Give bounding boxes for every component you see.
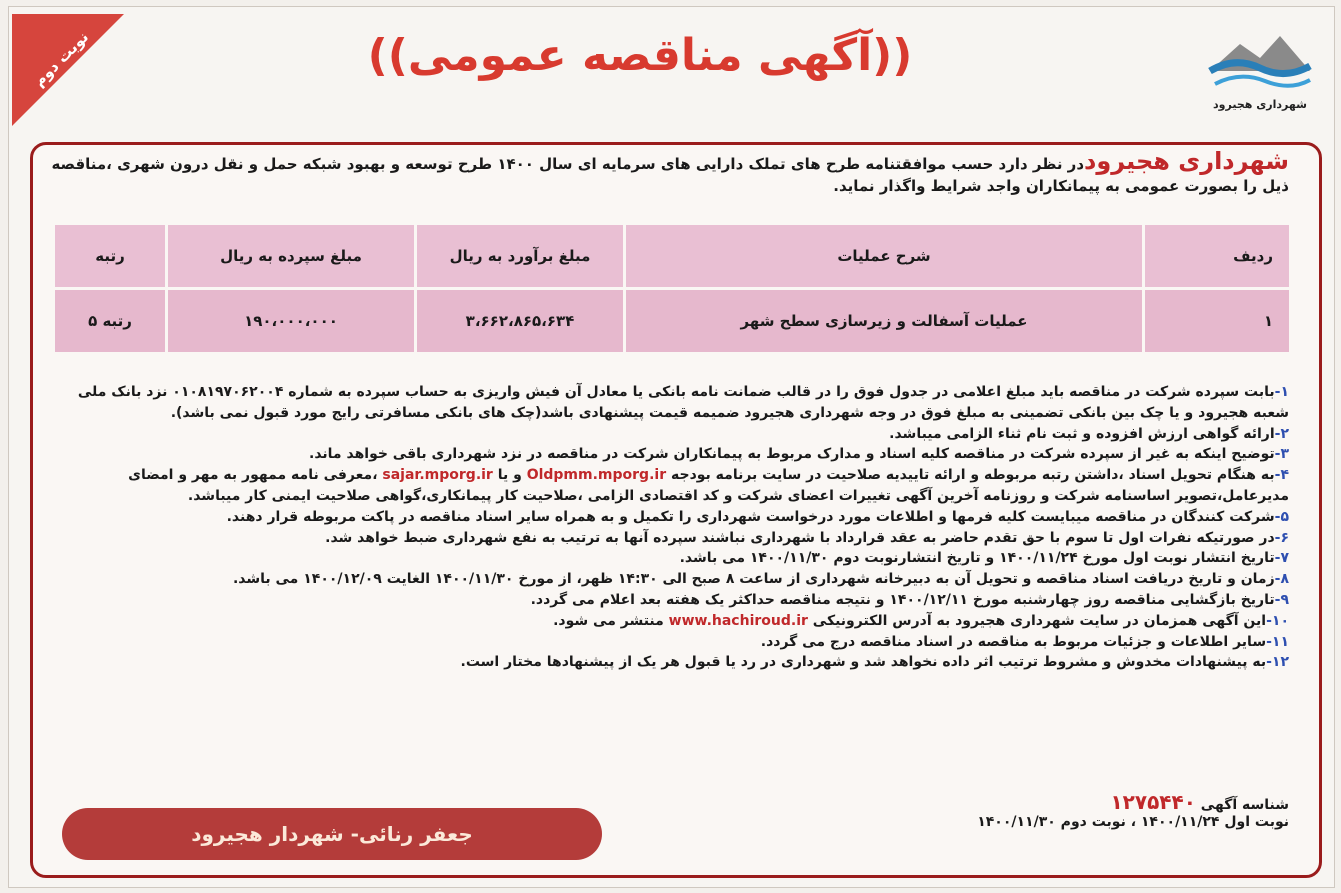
term-number: ۹- [1274, 591, 1289, 608]
col-row-number: ردیف [1145, 225, 1289, 287]
term-text: به پیشنهادات مخدوش و مشروط ترتیب اثر داده نخواهد شد و شهرداری در رد یا قبول هر یک از پیشنهادها مختار است. [460, 654, 1267, 671]
tender-table [52, 222, 1292, 355]
sajar-site-link[interactable]: sajar.mporg.ir [382, 467, 493, 484]
term-text: تاریخ انتشار نوبت اول مورخ ۱۴۰۰/۱۱/۲۴ و تاریخ انتشارنوبت دوم ۱۴۰۰/۱۱/۳۰ می باشد. [679, 550, 1275, 567]
term-number: ۱- [1274, 384, 1289, 400]
cell-estimate: ۳،۶۶۲،۸۶۵،۶۳۴ [417, 290, 623, 352]
term-number: ۴- [1274, 467, 1289, 484]
col-deposit: مبلغ سپرده به ریال [168, 225, 414, 287]
term-item [39, 611, 1289, 632]
term-number: ۲- [1274, 425, 1289, 442]
term-item [39, 382, 1289, 424]
term-number: ۷- [1274, 550, 1289, 567]
cell-deposit: ۱۹۰،۰۰۰،۰۰۰ [168, 290, 414, 352]
term-number: ۳- [1274, 446, 1289, 463]
term-item [39, 632, 1289, 653]
term-number: ۱۱- [1266, 633, 1289, 650]
term-text: در صورتیکه نفرات اول تا سوم با حق تقدم حاضر به عقد قرارداد با شهرداری نباشند سپرده آنها به ترتیب به نفع شهرداری ضبط خواهد شد. [325, 529, 1275, 546]
term-number: ۸- [1274, 571, 1289, 588]
table-header-row [55, 225, 1289, 287]
term-number: ۱۰- [1266, 612, 1289, 629]
term-text: بابت سپرده شرکت در مناقصه باید مبلغ اعلامی در جدول فوق را در قالب ضمانت نامه بانکی یا معادل آن فیش واریزی به حساب سپرده به شماره ۰۱۰۸۱۹۷۰۶۲۰۰۴ نزد بانک ملی شعبه هجیرود و یا چک بین بانکی تضمینی به مبلغ فوق در وجه شهرداری هجیرود ضمیمه قیمت پیشنهادی باشد(چک های بانکی مسافرتی رایج مورد قبول نمی باشد). [77, 384, 1289, 421]
term-text: سایر اطلاعات و جزئیات مربوط به مناقصه در اسناد مناقصه درج می گردد. [760, 633, 1267, 650]
term-item [39, 444, 1289, 465]
municipality-logo [1201, 26, 1319, 122]
ad-id-value: ۱۲۷۵۴۴۰ [1110, 790, 1196, 814]
cell-description: عملیات آسفالت و زیرسازی سطح شهر [626, 290, 1142, 352]
cell-grade: رتبه ۵ [55, 290, 165, 352]
term-text-or: و یا [497, 467, 522, 484]
page-title: ((آگهی مناقصه عمومی)) [367, 30, 913, 81]
term-number: ۱۲- [1266, 654, 1289, 671]
col-description: شرح عملیات [626, 225, 1142, 287]
term-item [39, 569, 1289, 590]
term-number: ۵- [1274, 508, 1289, 525]
corner-ribbon [12, 14, 124, 126]
ribbon-label: نوبت دوم [29, 27, 93, 91]
intro-text: در نظر دارد حسب موافقتنامه طرح های تملک دارایی های سرمایه ای سال ۱۴۰۰ طرح توسعه و بهبود شبکه حمل و نقل درون شهری ،مناقصه ذیل را بصورت عمومی به پیمانکاران واجد شرایط واگذار نماید. [51, 155, 1289, 195]
term-text: به هنگام تحویل اسناد ،داشتن رتبه مربوطه و ارائه تاییدیه صلاحیت در سایت برنامه بودجه [670, 467, 1275, 484]
budget-site-link[interactable]: Oldpmm.mporg.ir [526, 467, 667, 484]
term-item [39, 548, 1289, 569]
term-text: این آگهی همزمان در سایت شهرداری هجیرود به آدرس الکترونیکی [812, 612, 1267, 629]
term-text-cont: منتشر می شود. [553, 612, 664, 629]
publication-dates: نوبت اول ۱۴۰۰/۱۱/۲۴ ، نوبت دوم ۱۴۰۰/۱۱/۳۰ [977, 814, 1289, 830]
col-grade: رتبه [55, 225, 165, 287]
term-text: ارائه گواهی ارزش افزوده و ثبت نام ثناء الزامی میباشد. [889, 425, 1275, 442]
intro-paragraph [49, 147, 1289, 197]
term-item [39, 465, 1289, 507]
ad-id-label: شناسه آگهی [1200, 797, 1289, 813]
org-name: شهرداری هجیرود [1084, 147, 1289, 175]
logo-caption: شهرداری هجیرود [1213, 98, 1307, 111]
col-estimate: مبلغ برآورد به ریال [417, 225, 623, 287]
ad-identifier [1110, 790, 1289, 814]
term-text: شرکت کنندگان در مناقصه میبایست کلیه فرمها و اطلاعات مورد درخواست شهرداری را تکمیل و به همراه سایر اسناد مناقصه در پاکت مربوطه قرار دهند. [226, 508, 1275, 525]
municipality-site-link[interactable]: www.hachiroud.ir [668, 612, 808, 629]
term-text: توضیح اینکه به غیر از سپرده شرکت در مناقصه کلیه اسناد و مدارک مربوط به پیمانکاران شرکت در مناقصه در نزد شهرداری باقی خواهد ماند. [309, 446, 1275, 463]
term-item [39, 652, 1289, 673]
term-number: ۶- [1274, 529, 1289, 546]
mountain-logo-icon [1205, 26, 1315, 96]
cell-row-number: ۱ [1145, 290, 1289, 352]
term-item [39, 590, 1289, 611]
table-row [55, 290, 1289, 352]
term-item [39, 507, 1289, 528]
terms-list [39, 382, 1289, 673]
term-text: زمان و تاریخ دریافت اسناد مناقصه و تحویل آن به دبیرخانه شهرداری از ساعت ۸ صبح الی ۱۴:۳۰ ظهر، از مورخ ۱۴۰۰/۱۱/۳۰ الغایت ۱۴۰۰/۱۲/۰۹ می باشد. [232, 571, 1275, 588]
term-item [39, 528, 1289, 549]
term-item [39, 424, 1289, 445]
term-text-cont: ،معرفی نامه ممهور به مهر و امضای مدیرعامل،تصویر اساسنامه شرکت و روزنامه آخرین آگهی تغییرات اعضای شرکت و کد اقتصادی الزامی ،صلاحیت کار پیمانکاری،گواهی صلاحیت ایمنی کار میباشد. [128, 467, 1289, 504]
mayor-signature-banner: جعفر رنائی- شهردار هجیرود [62, 808, 602, 860]
term-text: تاریخ بازگشایی مناقصه روز چهارشنبه مورخ ۱۴۰۰/۱۲/۱۱ و نتیجه مناقصه حداکثر یک هفته بعد اعلام می گردد. [530, 591, 1275, 608]
